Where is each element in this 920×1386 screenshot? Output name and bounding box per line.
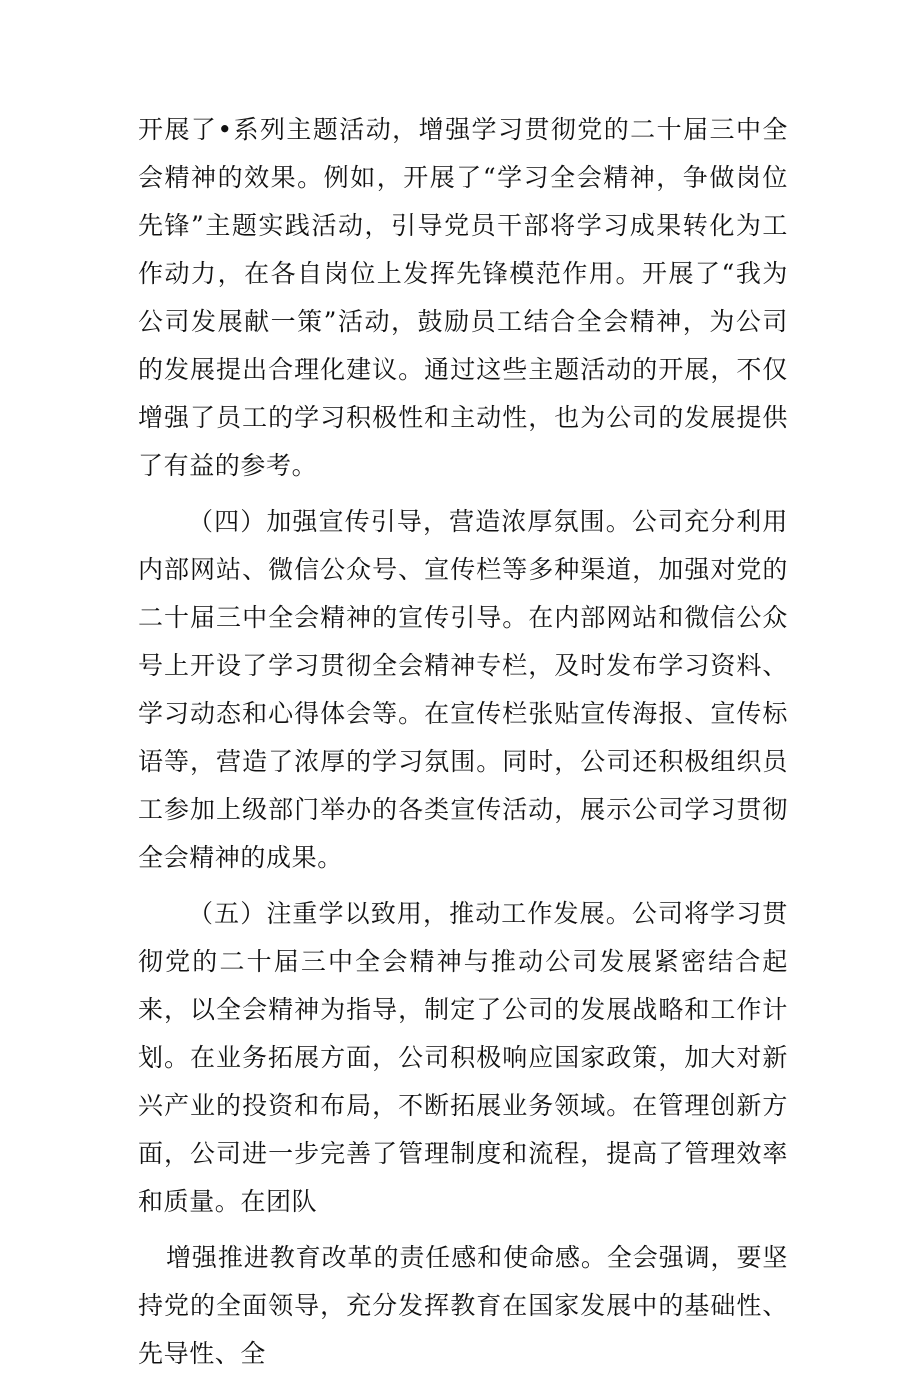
paragraph-education-reform: 增强推进教育改革的责任感和使命感。全会强调，要坚持党的全面领导，充分发挥教育在国家发展中的基础性、先导性、全 bbox=[138, 1243, 788, 1368]
paragraph-apply-learning: （五）注重学以致用，推动工作发展。公司将学习贯彻党的二十届三中全会精神与推动公司发展紧密结合起来，以全会精神为指导，制定了公司的发展战略和工作计划。在业务拓展方面，公司积极响应国家政策，加大对新兴产业的投资和布局，不断拓展业务领域。在管理创新方面，公司进一步完善了管理制度和流程，提高了管理效率和质量。在团队 bbox=[138, 899, 788, 1216]
paragraph-publicity-guidance: （四）加强宣传引导，营造浓厚氛围。公司充分利用内部网站、微信公众号、宣传栏等多种渠道，加强对党的二十届三中全会精神的宣传引导。在内部网站和微信公众号上开设了学习贯彻全会精神专栏，及时发布学习资料、学习动态和心得体会等。在宣传栏张贴宣传海报、宣传标语等，营造了浓厚的学习氛围。同时，公司还积极组织员工参加上级部门举办的各类宣传活动，展示公司学习贯彻全会精神的成果。 bbox=[138, 507, 788, 872]
document-body bbox=[138, 106, 788, 1386]
paragraph-themed-activities: 开展了•系列主题活动，增强学习贯彻党的二十届三中全会精神的效果。例如，开展了“学习全会精神，争做岗位先锋”主题实践活动，引导党员干部将学习成果转化为工作动力，在各自岗位上发挥先锋模范作用。开展了“我为公司发展献一策”活动，鼓励员工结合全会精神，为公司的发展提出合理化建议。通过这些主题活动的开展，不仅增强了员工的学习积极性和主动性，也为公司的发展提供了有益的参考。 bbox=[138, 115, 788, 480]
